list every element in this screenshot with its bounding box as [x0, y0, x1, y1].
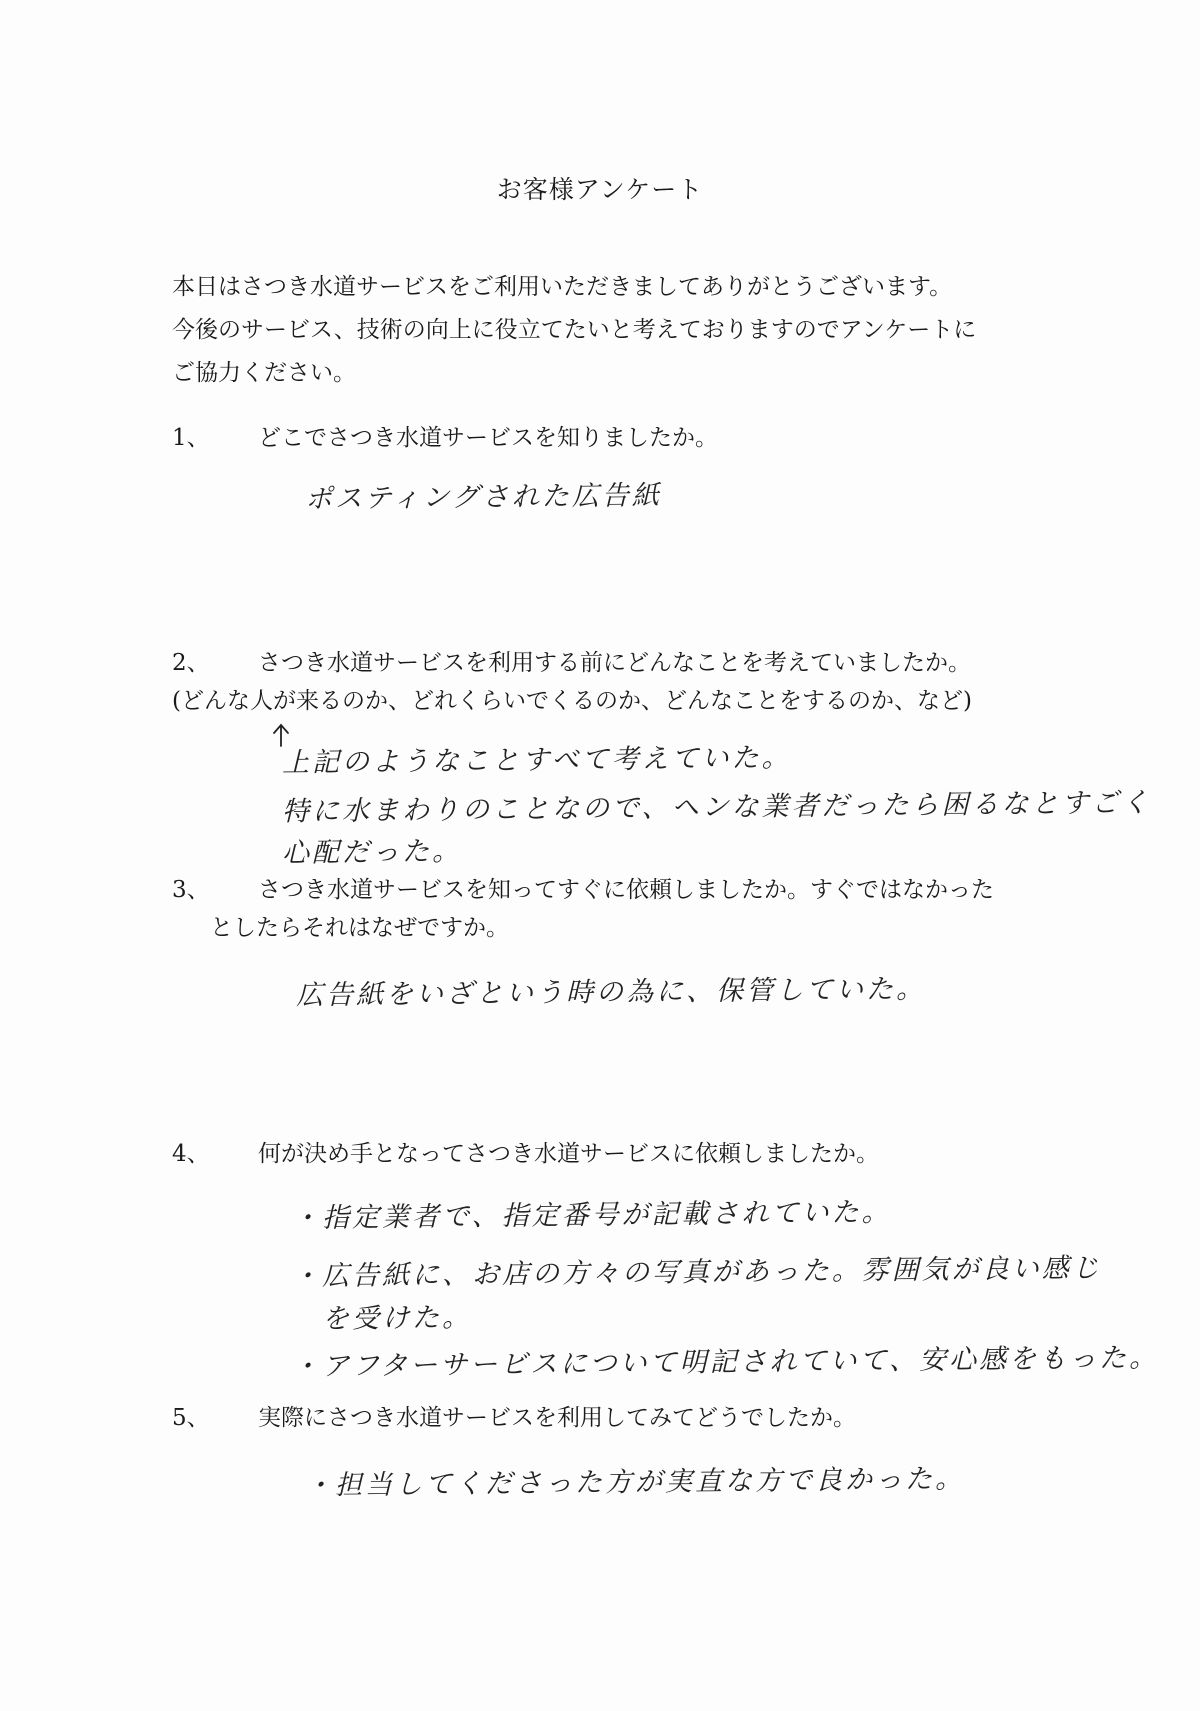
answer-2-line: 特に水まわりのことなので、ヘンな業者だったら困るなとすごく: [281, 787, 1152, 828]
intro-line: 今後のサービス、技術の向上に役立てたいと考えておりますのでアンケートに: [172, 317, 977, 343]
page-title: お客様アンケート: [496, 175, 704, 204]
answer-4-line: ・広告紙に、お店の方々の写真があった。雰囲気が良い感じ: [291, 1252, 1102, 1293]
answer-3-line: 広告紙をいざという時の為に、保管していた。: [295, 973, 927, 1012]
intro-line: ご協力ください。: [172, 360, 356, 386]
intro-line: 本日はさつき水道サービスをご利用いただきましてありがとうございます。: [172, 274, 953, 300]
question-number: 3、: [172, 877, 210, 903]
answer-4-line: を受けた。: [321, 1302, 473, 1335]
answer-2-line: 心配だった。: [281, 836, 463, 869]
answer-4-line: ・アフターサービスについて明記されていて、安心感をもった。: [291, 1342, 1160, 1383]
question-text: 何が決め手となってさつき水道サービスに依頼しましたか。: [258, 1141, 879, 1167]
answer-2-line: 上記のようなことすべて考えていた。: [281, 742, 792, 779]
question-text: さつき水道サービスを知ってすぐに依頼しましたか。すぐではなかった: [258, 877, 994, 903]
intro-text: [172, 266, 1072, 395]
answer-4-line: ・指定業者で、指定番号が記載されていた。: [291, 1196, 892, 1235]
question-number: 5、: [172, 1405, 210, 1431]
question-number: 4、: [172, 1141, 210, 1167]
question-text: さつき水道サービスを利用する前にどんなことを考えていましたか。: [258, 650, 971, 676]
question-2-subtext: (どんな人が来るのか、どれくらいでくるのか、どんなことをするのか、など): [172, 688, 972, 714]
question-number: 2、: [172, 650, 210, 676]
question-text: 実際にさつき水道サービスを利用してみてどうでしたか。: [258, 1405, 856, 1431]
answer-5-line: ・担当してくださった方が実直な方で良かった。: [304, 1463, 966, 1502]
question-text: どこでさつき水道サービスを知りましたか。: [258, 425, 718, 451]
question-3-subtext: としたらそれはなぜですか。: [210, 915, 509, 941]
question-number: 1、: [172, 425, 210, 451]
answer-1-line: ポスティングされた広告紙: [304, 480, 662, 515]
